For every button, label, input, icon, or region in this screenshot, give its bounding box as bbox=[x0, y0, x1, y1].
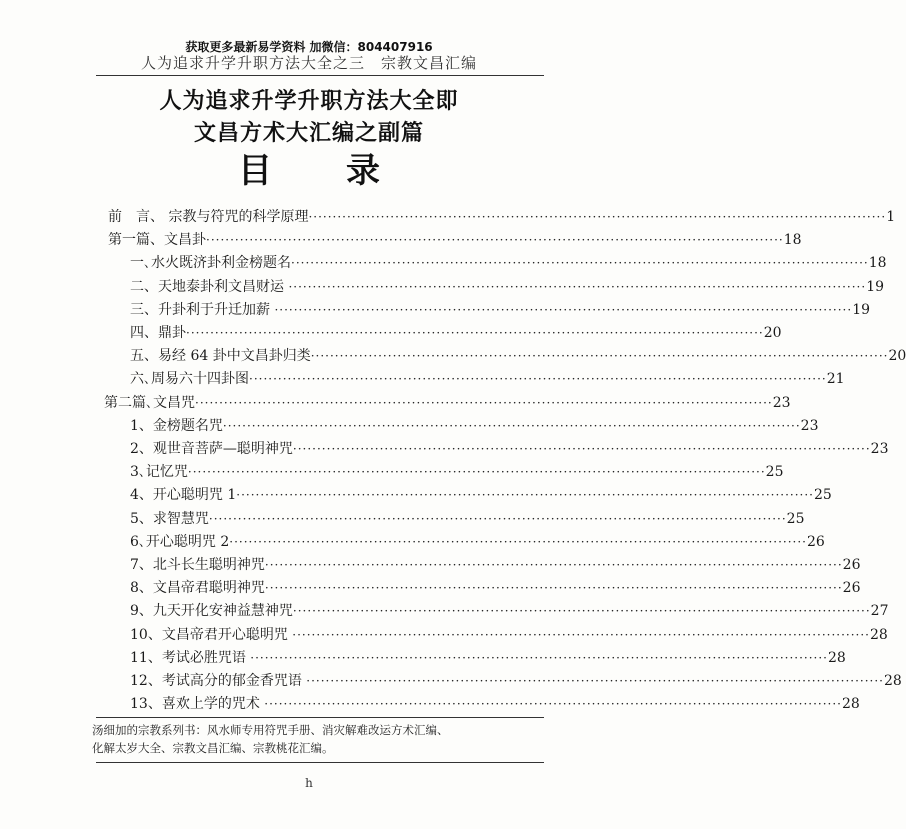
toc-entry-label: 五、易经 64 卦中文昌卦归类 bbox=[130, 348, 311, 365]
toc-entry bbox=[130, 623, 888, 647]
contact-note: 获取更多最新易学资料 加微信：804407916 bbox=[185, 40, 433, 54]
toc-leader-dots: ························································································································ bbox=[274, 302, 853, 317]
toc-entry-label: 一､水火既济卦利金榜题名 bbox=[130, 255, 291, 272]
toc-entry-page: 26 bbox=[807, 533, 825, 550]
toc-entry-page: 23 bbox=[772, 394, 791, 411]
toc-leader-dots: ························································································································ bbox=[310, 349, 889, 364]
toc-entry-page: 23 bbox=[800, 417, 819, 434]
title-line-2: 文昌方术大汇编之副篇 bbox=[193, 121, 424, 146]
page-number: h bbox=[305, 776, 313, 790]
header-rule bbox=[96, 75, 544, 76]
toc-leader-dots: ························································································································ bbox=[292, 627, 870, 642]
title-line-1: 人为追求升学升职方法大全即 bbox=[159, 89, 459, 114]
toc-entry-page: 28 bbox=[884, 673, 902, 689]
toc-entry-label: 10、文昌帝君开心聪明咒 bbox=[130, 626, 293, 643]
footer-rule-bottom bbox=[96, 762, 544, 763]
toc-entry bbox=[130, 251, 887, 275]
toc-leader-dots: ························································································································ bbox=[306, 674, 884, 688]
toc-leader-dots: ························································································································ bbox=[208, 511, 787, 526]
toc-entry-label: 9、九天开化安神益慧神咒 bbox=[130, 603, 293, 620]
toc-entry-page: 25 bbox=[786, 510, 805, 527]
toc-leader-dots: ························································································································ bbox=[206, 233, 784, 248]
toc-leader-dots: ························································································································ bbox=[308, 210, 887, 224]
toc-entry bbox=[130, 646, 846, 670]
toc-entry bbox=[130, 460, 784, 484]
toc-entry bbox=[130, 507, 805, 531]
running-header: 人为追求升学升职方法大全之三 宗教文昌汇编 bbox=[140, 54, 477, 72]
toc-entry-page: 1 bbox=[886, 209, 896, 225]
toc-entry bbox=[130, 367, 845, 391]
toc-entry-label: 第二篇､文昌咒 bbox=[104, 394, 195, 411]
toc-entry bbox=[130, 576, 861, 600]
toc-entry bbox=[130, 344, 906, 368]
toc-entry-label: 二、天地泰卦利文昌财运 bbox=[130, 278, 289, 295]
toc-entry-label: 5、求智慧咒 bbox=[130, 510, 209, 527]
toc-entry-label: 三、升卦利于升迁加薪 bbox=[130, 301, 275, 318]
toc-entry-page: 21 bbox=[826, 371, 845, 388]
toc-entry bbox=[130, 414, 819, 438]
footer-rule-top bbox=[96, 717, 544, 718]
toc-heading: 目录 bbox=[238, 151, 454, 191]
toc-entry-page: 20 bbox=[763, 325, 782, 341]
toc-leader-dots: ························································································································ bbox=[229, 534, 807, 549]
toc-entry-page: 28 bbox=[828, 649, 846, 666]
toc-entry-page: 23 bbox=[870, 441, 889, 457]
toc-entry-label: 12、考试高分的郁金香咒语 bbox=[130, 673, 307, 689]
toc-entry bbox=[130, 321, 782, 345]
toc-entry-label: 4、开心聪明咒 1 bbox=[130, 487, 237, 504]
toc-entry-label: 6､开心聪明咒 2 bbox=[130, 533, 230, 550]
toc-entry-label: 前 言、 宗教与符咒的科学原理 bbox=[108, 209, 309, 225]
toc-entry-page: 26 bbox=[842, 557, 861, 573]
toc-entry bbox=[130, 669, 902, 693]
toc-entry bbox=[108, 205, 896, 229]
toc-entry bbox=[130, 298, 871, 322]
toc-entry-label: 2、观世音菩萨—聪明神咒 bbox=[130, 441, 293, 457]
toc-entry-page: 26 bbox=[842, 580, 861, 597]
toc-entry bbox=[104, 391, 791, 415]
toc-entry-label: 1、金榜题名咒 bbox=[130, 417, 223, 434]
toc-entry-page: 19 bbox=[852, 301, 871, 318]
toc-entry-label: 8、文昌帝君聪明神咒 bbox=[130, 580, 265, 597]
toc-leader-dots: ························································································································ bbox=[292, 442, 871, 456]
toc-entry bbox=[130, 530, 825, 554]
toc-leader-dots: ························································································································ bbox=[264, 581, 843, 596]
toc-leader-dots: ························································································································ bbox=[195, 395, 773, 410]
toc-leader-dots: ························································································································ bbox=[222, 418, 801, 433]
toc-leader-dots: ························································································································ bbox=[236, 488, 814, 503]
toc-entry-label: 13、喜欢上学的咒术 bbox=[130, 696, 265, 713]
toc-entry-page: 28 bbox=[842, 696, 860, 713]
toc-entry-label: 3､记忆咒 bbox=[130, 464, 188, 481]
toc-leader-dots: ························································································································ bbox=[249, 372, 827, 387]
toc-entry bbox=[130, 437, 889, 461]
footer-series-line-2: 化解太岁大全、宗教文昌汇编、宗教桃花汇编。 bbox=[92, 741, 334, 755]
toc-entry-page: 19 bbox=[866, 278, 885, 295]
toc-entry-page: 28 bbox=[870, 626, 888, 643]
toc-leader-dots: ························································································································ bbox=[186, 326, 764, 340]
toc-entry-page: 25 bbox=[814, 487, 832, 504]
toc-leader-dots: ························································································································ bbox=[292, 604, 871, 619]
toc-entry-page: 18 bbox=[783, 232, 802, 249]
toc-leader-dots: ························································································································ bbox=[250, 650, 828, 665]
toc-leader-dots: ························································································································ bbox=[291, 256, 869, 271]
toc-entry bbox=[130, 692, 860, 716]
toc-entry bbox=[130, 275, 885, 299]
toc-entry-label: 第一篇、文昌卦 bbox=[108, 232, 206, 249]
footer-series-line-1: 汤细加的宗教系列书：风水师专用符咒手册、消灾解难改运方术汇编、 bbox=[92, 723, 449, 737]
toc-entry bbox=[130, 483, 832, 507]
toc-entry-label: 六､周易六十四卦图 bbox=[130, 371, 249, 388]
toc-entry-page: 18 bbox=[868, 255, 887, 272]
toc-entry-page: 25 bbox=[765, 464, 784, 481]
toc-entry-label: 11、考试必胜咒语 bbox=[130, 649, 251, 666]
toc-entry-page: 20 bbox=[888, 348, 906, 365]
toc-entry-page: 27 bbox=[870, 603, 889, 620]
toc-leader-dots: ························································································································ bbox=[264, 558, 843, 572]
toc-leader-dots: ························································································································ bbox=[288, 279, 867, 294]
toc-entry-label: 四、鼎卦 bbox=[130, 325, 186, 341]
toc-leader-dots: ························································································································ bbox=[264, 697, 842, 712]
toc-entry bbox=[108, 228, 802, 252]
toc-entry bbox=[130, 553, 861, 577]
toc-leader-dots: ························································································································ bbox=[187, 465, 766, 480]
toc-entry bbox=[130, 599, 889, 623]
toc-entry-label: 7、北斗长生聪明神咒 bbox=[130, 557, 265, 573]
